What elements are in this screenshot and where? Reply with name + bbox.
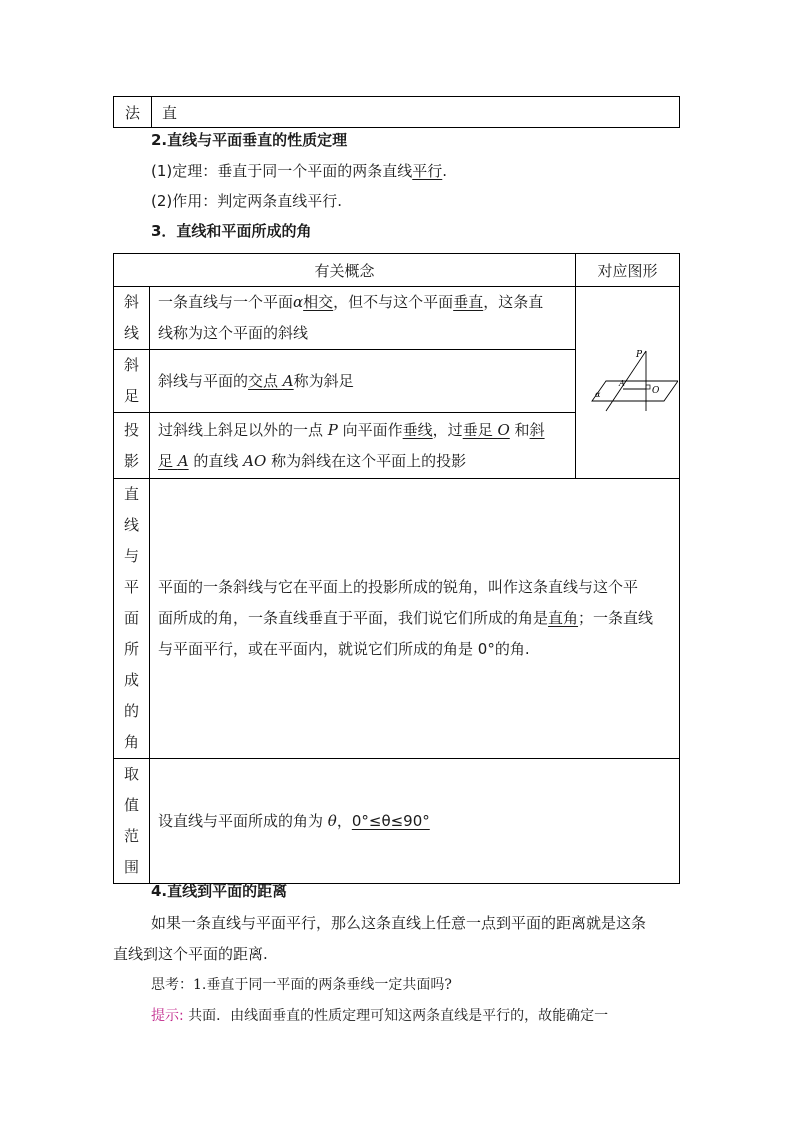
point-A: A xyxy=(282,371,294,390)
text: 称为斜线在这个平面上的投影 xyxy=(266,451,467,470)
label-char: 平 xyxy=(123,578,139,596)
text: 称为斜足 xyxy=(293,371,354,390)
top-table-right-text: 直 xyxy=(162,103,178,122)
header-figure-cell xyxy=(576,254,680,287)
text: ；一条直线 xyxy=(578,609,654,627)
section-2-line-1 xyxy=(151,160,447,182)
figure-label-alpha: α xyxy=(594,389,600,399)
definition-line: 线称为这个平面的斜线 xyxy=(158,324,309,342)
figure-label-P: P xyxy=(635,349,642,360)
section-4-title: 4.直线到平面的距离 xyxy=(151,882,288,900)
label-char: 影 xyxy=(123,451,139,470)
label-char: 与 xyxy=(123,547,139,565)
header-figure: 对应图形 xyxy=(597,261,658,280)
figure-label-A: A xyxy=(618,378,625,388)
figure-label-O: O xyxy=(651,385,659,396)
plane-alpha xyxy=(592,378,678,401)
text: 面所成的角，一条直线垂直于平面，我们说它们所成的角是 xyxy=(158,609,549,627)
text: ，但不与这个平面 xyxy=(333,293,454,311)
section-2-line-2: (2)作用：判定两条直线平行. xyxy=(151,192,343,210)
top-table xyxy=(113,96,680,128)
top-table-left-text: 法 xyxy=(124,103,140,122)
header-concept: 有关概念 xyxy=(314,261,375,280)
label-char: 面 xyxy=(123,609,139,627)
top-table-left-cell xyxy=(114,97,152,128)
header-concept-cell xyxy=(114,254,576,287)
answer-oblique-foot: 斜 xyxy=(529,420,545,439)
label-char: 所 xyxy=(123,640,139,658)
theorem-text: (1)定理：垂直于同一个平面的两条直线 xyxy=(151,162,413,180)
answer-perpendicular: 垂直 xyxy=(453,293,484,311)
theorem-answer: 平行 xyxy=(412,162,443,180)
right-angle-mark xyxy=(646,385,650,389)
row-label-projection xyxy=(114,413,150,479)
text: 过斜线上斜足以外的一点 xyxy=(158,420,328,439)
theorem-period: . xyxy=(442,162,448,180)
projection-definition xyxy=(150,413,576,479)
label-char: 斜 xyxy=(123,293,139,311)
answer-intersection-point xyxy=(248,372,294,390)
row-label-range xyxy=(114,759,150,884)
text: 足 xyxy=(158,451,178,470)
answer-oblique-foot xyxy=(158,452,189,470)
angle-concept-table xyxy=(113,253,680,884)
range-definition xyxy=(150,759,680,884)
point-P: P xyxy=(327,420,338,439)
definition-line xyxy=(158,603,679,634)
definition-line xyxy=(158,446,575,477)
line-AO: AO xyxy=(243,451,267,470)
label-char: 取 xyxy=(123,765,139,783)
paragraph-line: 直线到这个平面的距离. xyxy=(113,945,268,963)
definition-line xyxy=(158,366,575,397)
definition-line xyxy=(158,287,575,318)
label-char: 直 xyxy=(123,485,139,503)
text: ，过 xyxy=(432,420,463,439)
answer-intersect: 相交 xyxy=(303,293,334,311)
row-label-foot xyxy=(114,350,150,413)
foot-definition xyxy=(150,350,576,413)
text: 和 xyxy=(509,420,530,439)
text: ， xyxy=(336,811,352,830)
label-char: 围 xyxy=(123,858,139,876)
row-label-angle xyxy=(114,479,150,759)
definition-line: 与平面平行，或在平面内，就说它们所成的角是 0°的角. xyxy=(158,640,530,658)
angle-definition xyxy=(150,479,680,759)
figure-cell xyxy=(576,287,680,479)
answer-perpendicular-line: 垂线 xyxy=(402,420,433,439)
text: 交点 xyxy=(248,371,283,390)
alpha-symbol: α xyxy=(293,293,304,311)
hint-text: 共面．由线面垂直的性质定理可知这两条直线是平行的，故能确定一 xyxy=(183,1008,609,1024)
text: 斜线与平面的 xyxy=(158,371,249,390)
section-3-title: 3．直线和平面所成的角 xyxy=(151,222,312,240)
label-char: 范 xyxy=(123,827,139,845)
section-2-title: 2.直线与平面垂直的性质定理 xyxy=(151,131,348,149)
answer-range: 0°≤θ≤90° xyxy=(351,811,430,830)
text: 向平面作 xyxy=(337,420,403,439)
hint-label: 提示: xyxy=(151,1008,184,1024)
row-label-oblique-line xyxy=(114,287,150,350)
text: 垂足 xyxy=(462,420,498,439)
point-O: O xyxy=(497,420,510,439)
text: 的直线 xyxy=(188,451,244,470)
definition-line xyxy=(158,806,679,837)
paragraph-line: 如果一条直线与平面平行，那么这条直线上任意一点到平面的距离就是这条 xyxy=(151,914,647,932)
label-char: 足 xyxy=(123,387,139,405)
label-char: 角 xyxy=(123,733,139,751)
label-char: 线 xyxy=(123,516,139,534)
label-char: 值 xyxy=(123,796,139,814)
top-table-right-cell xyxy=(152,97,680,128)
think-hint xyxy=(151,1005,608,1027)
oblique-line-definition xyxy=(150,287,576,350)
text: 设直线与平面所成的角为 xyxy=(158,811,328,830)
oblique-line-figure xyxy=(578,343,678,423)
text: ，这条直 xyxy=(483,293,544,311)
definition-line xyxy=(158,415,575,446)
think-question: 思考：1.垂直于同一平面的两条垂线一定共面吗? xyxy=(151,977,452,993)
label-char: 的 xyxy=(123,702,139,720)
answer-right-angle: 直角 xyxy=(548,609,579,627)
section-4-paragraph xyxy=(113,908,680,970)
label-char: 线 xyxy=(123,324,139,342)
text: 一条直线与一个平面 xyxy=(158,293,294,311)
label-char: 斜 xyxy=(123,356,139,374)
definition-line: 平面的一条斜线与它在平面上的投影所成的锐角，叫作这条直线与这个平 xyxy=(158,578,639,596)
point-A: A xyxy=(177,451,189,470)
label-char: 成 xyxy=(123,671,139,689)
answer-foot-O xyxy=(463,421,510,439)
label-char: 投 xyxy=(123,420,139,439)
theta-symbol: θ xyxy=(327,811,337,830)
